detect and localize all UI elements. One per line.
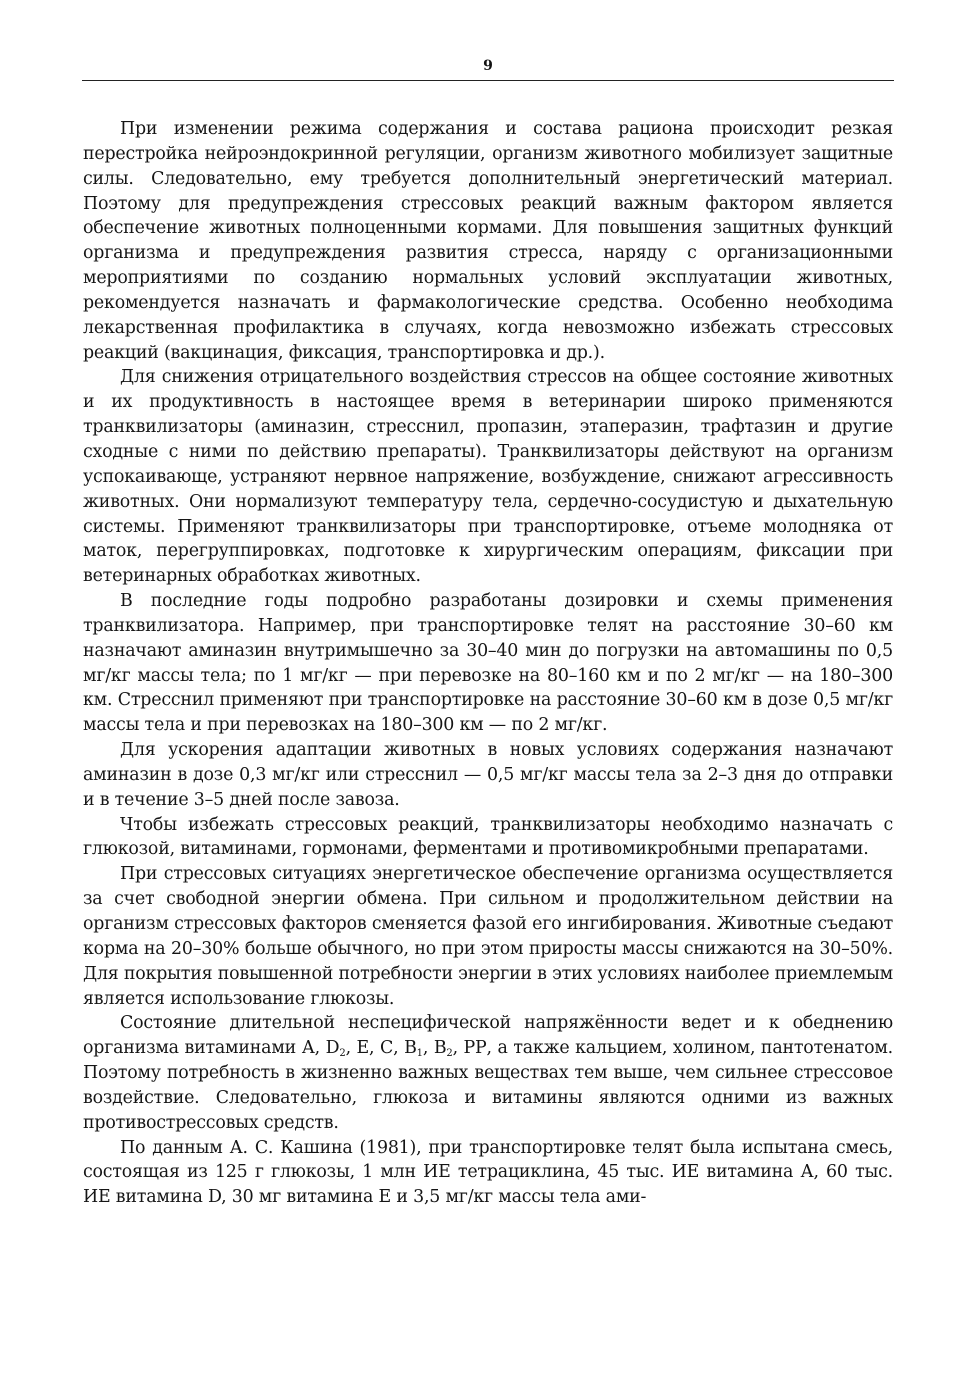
text-run: Состояние длительной неспецифической напряжённости ведет и к обеднению организма витаминами А, D — [83, 1013, 893, 1059]
paragraph: При стрессовых ситуациях энергетическое обеспечение организма осуществляется за счет свободной энергии обмена. При сильном и продолжительном действии на организм стрессовых факторов сменяется фазой его ингибирования. Животные съедают корма на 20–30% больше обычного, но при этом приросты массы снижаются на 30–50%. Для покрытия повышенной потребности энергии в этих условиях наиболее приемлемым является использование глюкозы. — [83, 864, 893, 1009]
paragraph: Для снижения отрицательного воздействия стрессов на общее состояние животных и их продуктивность в настоящее время в ветеринарии широко применяются транквилизаторы (аминазин, стресснил, пропазин, этаперазин, трафтазин и другие сходные с ними по действию препараты). Транквилизаторы действуют на организм успокаивающе, устраняют нервное напряжение, возбуждение, снижают агрессивность животных. Они нормализуют температуру тела, сердечно-сосудистую и дыхательную системы. Применяют транквилизаторы при транспортировке, отъеме молодняка от маток, перегруппировках, подготовке к хирургическим операциям, фиксации при ветеринарных обработках животных. — [83, 367, 893, 587]
text-run: , РР, а также кальцием, холином, пантотенатом. Поэтому потребность в жизненно важных веществах тем выше, чем сильнее стрессовое воздействие. Следовательно, глюкоза и витамины являются одними из важных противострессовых средств. — [83, 1038, 893, 1133]
subscript: 2 — [339, 1048, 346, 1060]
paragraph-vitamins — [83, 1011, 893, 1135]
subscript: 1 — [416, 1048, 423, 1060]
subscript: 2 — [446, 1048, 453, 1060]
paragraph: Чтобы избежать стрессовых реакций, транквилизаторы необходимо назначать с глюкозой, витаминами, гормонами, ферментами и противомикробными препаратами. — [83, 814, 893, 860]
paragraph: Для ускорения адаптации животных в новых условиях содержания назначают аминазин в дозе 0,3 мг/кг или стресснил — 0,5 мг/кг массы тела за 2–3 дня до отправки и в течение 3–5 дней после завоза. — [83, 740, 893, 810]
paragraph: В последние годы подробно разработаны дозировки и схемы применения транквилизатора. Например, при транспортировке телят на расстояние 30–60 км назначают аминазин внутримышечно за 30–40 мин до погрузки на автомашины по 0,5 мг/кг массы тела; по 1 мг/кг — при перевозке на 80–160 км и по 2 мг/кг — на 180–300 км. Стресснил применяют при транспортировке на расстояние 30–60 км в дозе 0,5 мг/кг массы тела и при перевозках на 180–300 км — по 2 мг/кг. — [83, 591, 893, 736]
paragraph: По данным А. С. Кашина (1981), при транспортировке телят была испытана смесь, состоящая из 125 г глюкозы, 1 млн ИЕ тетрациклина, 45 тыс. ИЕ витамина А, 60 тыс. ИЕ витамина D, 30 мг витамина Е и 3,5 мг/кг массы тела ами- — [83, 1137, 893, 1208]
text-run: , В — [422, 1038, 447, 1059]
page-number: 9 — [483, 58, 493, 74]
body-text — [83, 117, 893, 1210]
text-run: , Е, С, В — [345, 1038, 417, 1059]
paragraph: При изменении режима содержания и состава рациона происходит резкая перестройка нейроэндокринной регуляции, организм животного мобилизует защитные силы. Следовательно, ему требуется дополнительный энергетический материал. Поэтому для предупреждения стрессовых реакций важным фактором является обеспечение животных полноценными кормами. Для повышения защитных функций организма и предупреждения развития стресса, наряду с организационными мероприятиями по созданию нормальных условий эксплуатации животных, рекомендуется назначать и фармакологические средства. Особенно необходима лекарственная профилактика в случаях, когда невозможно избежать стрессовых реакций (вакцинация, фиксация, транспортировка и др.). — [83, 119, 893, 363]
header-rule — [82, 80, 894, 81]
